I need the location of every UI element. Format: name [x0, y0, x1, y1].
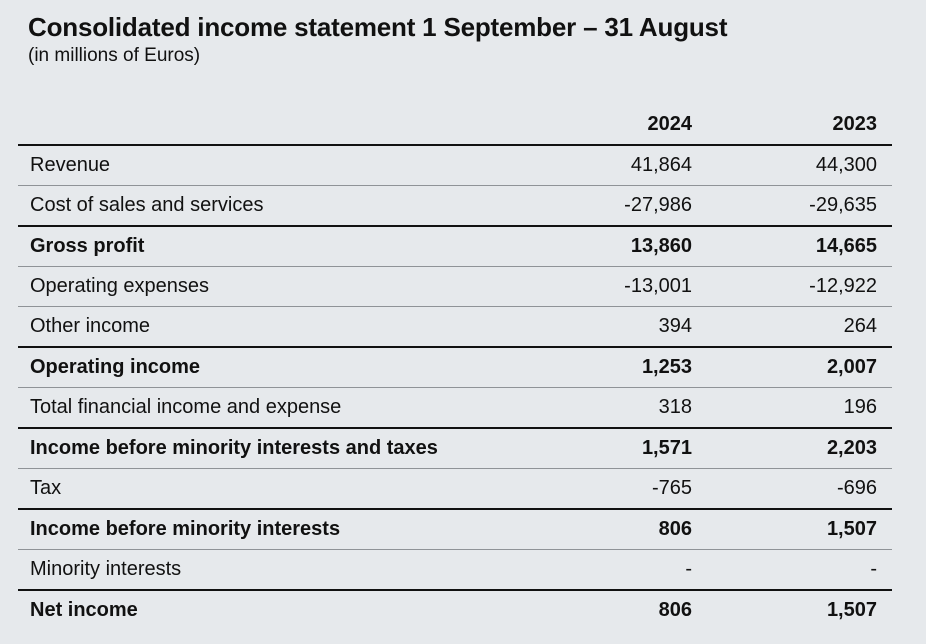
row-label: Tax — [30, 477, 62, 499]
row-value-2023: 196 — [843, 396, 877, 418]
table-row — [18, 388, 892, 429]
row-value-2024: - — [685, 558, 692, 580]
table-row — [18, 510, 892, 550]
table-row — [18, 429, 892, 469]
row-label: Net income — [30, 599, 138, 621]
row-label: Gross profit — [30, 235, 145, 257]
row-value-2023: 1,507 — [826, 599, 877, 621]
column-header-2023: 2023 — [832, 113, 877, 135]
row-value-2024: -27,986 — [624, 194, 692, 216]
statement-title: Consolidated income statement 1 September – 31 August — [28, 12, 728, 42]
table-header-row — [18, 104, 892, 146]
row-value-2024: 1,253 — [641, 356, 692, 378]
row-value-2023: 44,300 — [815, 154, 877, 176]
row-value-2023: -29,635 — [809, 194, 877, 216]
row-value-2024: 394 — [658, 315, 692, 337]
row-value-2024: 13,860 — [630, 235, 692, 257]
row-value-2023: 14,665 — [815, 235, 877, 257]
row-label: Revenue — [30, 154, 111, 176]
table-row — [18, 591, 892, 630]
row-value-2023: -12,922 — [809, 275, 877, 297]
row-label: Total financial income and expense — [30, 396, 342, 418]
table-row — [18, 186, 892, 227]
row-value-2024: 1,571 — [641, 437, 692, 459]
row-value-2023: 2,007 — [826, 356, 877, 378]
row-value-2024: -13,001 — [624, 275, 692, 297]
row-label: Other income — [30, 315, 151, 337]
row-value-2024: 806 — [658, 518, 692, 540]
income-statement-table — [18, 104, 892, 630]
row-value-2023: -696 — [836, 477, 877, 499]
row-value-2023: 2,203 — [826, 437, 877, 459]
table-row — [18, 267, 892, 307]
table-row — [18, 469, 892, 510]
row-value-2024: 806 — [658, 599, 692, 621]
column-header-2024: 2024 — [647, 113, 692, 135]
table-row — [18, 348, 892, 388]
row-label: Cost of sales and services — [30, 194, 264, 216]
table-row — [18, 307, 892, 348]
table-row — [18, 146, 892, 186]
table-row — [18, 227, 892, 267]
row-value-2024: -765 — [651, 477, 692, 499]
row-value-2023: - — [870, 558, 877, 580]
row-value-2023: 1,507 — [826, 518, 877, 540]
row-value-2024: 41,864 — [630, 154, 692, 176]
row-label: Income before minority interests and taxes — [30, 437, 438, 459]
row-label: Income before minority interests — [30, 518, 341, 540]
row-value-2024: 318 — [658, 396, 692, 418]
row-label: Operating income — [30, 356, 201, 378]
row-label: Minority interests — [30, 558, 182, 580]
table-row — [18, 550, 892, 591]
row-value-2023: 264 — [843, 315, 877, 337]
row-label: Operating expenses — [30, 275, 210, 297]
statement-subtitle: (in millions of Euros) — [28, 45, 201, 66]
